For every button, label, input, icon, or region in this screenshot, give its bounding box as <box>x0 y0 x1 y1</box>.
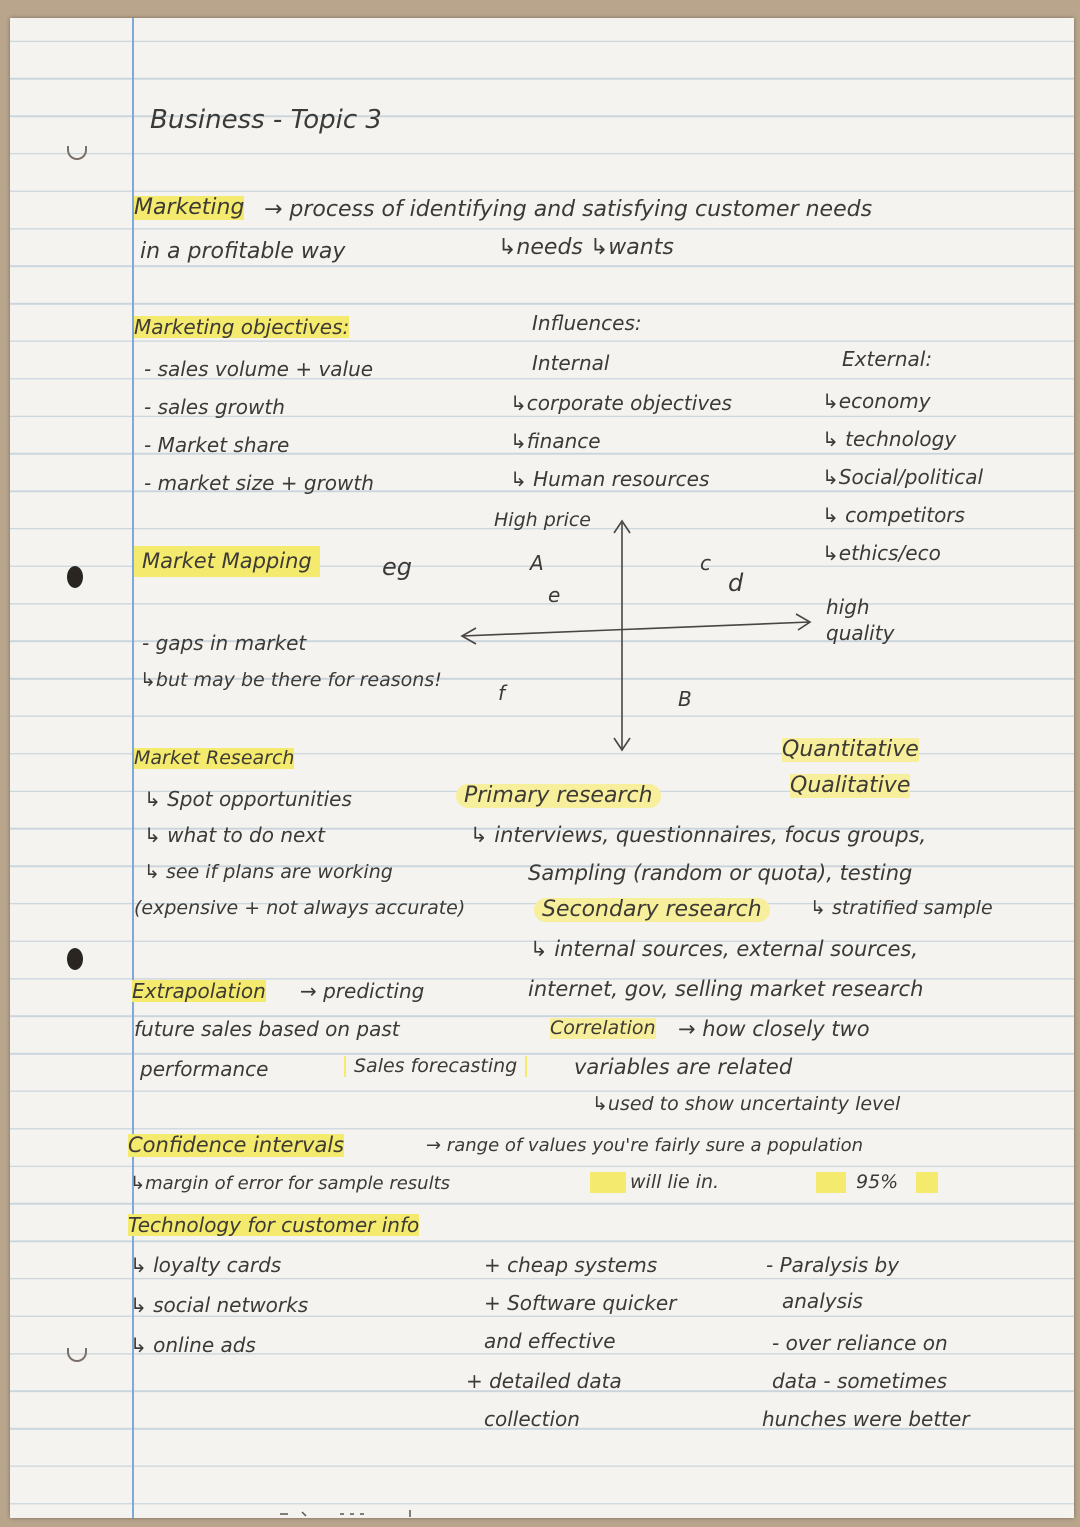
technology-pro: + Software quicker <box>484 1291 677 1315</box>
research-expensive: (expensive + not always accurate) <box>134 897 466 919</box>
external-item: ↳ competitors <box>822 503 965 527</box>
page-title: Business - Topic 3 <box>150 105 382 135</box>
external-heading: External: <box>842 347 933 371</box>
secondary-research: Secondary research <box>534 898 770 922</box>
external-item: ↳ethics/eco <box>822 541 941 565</box>
research-sources-2: internet, gov, selling market research <box>528 977 924 1001</box>
correlation-def-2: variables are related <box>574 1055 793 1079</box>
internal-heading: Internal <box>532 351 610 375</box>
map-point: d <box>728 569 744 597</box>
technology-con: hunches were better <box>762 1407 970 1431</box>
internal-item: ↳ Human resources <box>510 467 710 491</box>
marketing-heading: Marketing <box>134 195 245 220</box>
objective-item: - market size + growth <box>144 471 374 495</box>
map-point: c <box>700 551 711 575</box>
research-item: ↳ Spot opportunities <box>144 787 352 811</box>
axis-high-price: High price <box>494 509 591 531</box>
technology-item: ↳ loyalty cards <box>130 1253 282 1277</box>
influences-heading: Influences: <box>532 311 642 335</box>
technology-pro: collection <box>484 1407 580 1431</box>
technology-con: - Paralysis by <box>766 1253 900 1277</box>
technology-pro: and effective <box>484 1329 616 1353</box>
confidence-def: → range of values you're fairly sure a population <box>426 1135 864 1156</box>
internal-item: ↳corporate objectives <box>510 391 732 415</box>
confidence-heading: Confidence intervals <box>128 1133 345 1157</box>
external-item: ↳ technology <box>822 427 957 451</box>
needs-wants: ↳needs ↳wants <box>498 235 674 260</box>
research-sources: ↳ internal sources, external sources, <box>530 937 919 961</box>
research-item: ↳ see if plans are working <box>144 861 393 883</box>
primary-methods: ↳ interviews, questionnaires, focus groups, <box>470 823 927 847</box>
technology-con: - over reliance on <box>772 1331 948 1355</box>
objectives-heading: Marketing objectives: <box>134 315 350 339</box>
qualitative: Qualitative <box>790 773 911 798</box>
objective-item: - Market share <box>144 433 290 457</box>
confidence-def-3: will lie in. <box>590 1172 719 1193</box>
axis-high-quality-2: quality <box>826 621 895 645</box>
research-heading: Market Research <box>134 747 295 769</box>
objective-item: - sales growth <box>144 395 285 419</box>
technology-item: ↳ online ads <box>130 1333 256 1357</box>
confidence-def-2: ↳margin of error for sample results <box>130 1173 451 1194</box>
marketing-definition-cont: in a profitable way <box>140 239 346 264</box>
map-point: B <box>678 687 692 711</box>
marketing-definition: → process of identifying and satisfying customer needs <box>264 197 873 222</box>
objective-item: - sales volume + value <box>144 357 374 381</box>
map-point: A <box>530 551 544 575</box>
technology-item: ↳ social networks <box>130 1293 309 1317</box>
stratified-sample: ↳ stratified sample <box>810 897 993 919</box>
correlation-def-3: ↳used to show uncertainty level <box>592 1093 901 1115</box>
extrapolation-def: → predicting <box>300 979 425 1003</box>
notebook-page <box>10 18 1074 1518</box>
confidence-pct: 95% <box>816 1172 938 1193</box>
map-point: e <box>548 583 561 607</box>
technology-con: analysis <box>782 1289 863 1313</box>
extrapolation-def-3: performance <box>140 1057 269 1081</box>
sales-forecasting: Sales forecasting <box>344 1056 527 1077</box>
extrapolation-def-2: future sales based on past <box>134 1017 400 1041</box>
correlation-def: → how closely two <box>678 1017 870 1041</box>
mapping-heading: Market Mapping <box>134 546 320 577</box>
technology-pro: + cheap systems <box>484 1253 658 1277</box>
map-point: f <box>498 681 506 705</box>
research-item: ↳ what to do next <box>144 823 325 847</box>
extrapolation-heading: Extrapolation <box>132 979 266 1003</box>
gaps-in-market: - gaps in market <box>142 631 307 655</box>
axis-high-quality: high <box>826 595 870 619</box>
external-item: ↳economy <box>822 389 931 413</box>
primary-research: Primary research <box>456 784 661 808</box>
correlation-heading: Correlation <box>550 1017 656 1039</box>
technology-heading: Technology for customer info <box>128 1213 420 1237</box>
external-item: ↳Social/political <box>822 465 984 489</box>
sampling: Sampling (random or quota), testing <box>528 861 913 885</box>
quantitative: Quantitative <box>782 737 919 762</box>
internal-item: ↳finance <box>510 429 601 453</box>
technology-con: data - sometimes <box>772 1369 948 1393</box>
gaps-reason: ↳but may be there for reasons! <box>140 669 442 691</box>
mapping-eg: eg <box>382 553 412 581</box>
bottom-scribble <box>280 1508 440 1518</box>
technology-pro: + detailed data <box>466 1369 622 1393</box>
